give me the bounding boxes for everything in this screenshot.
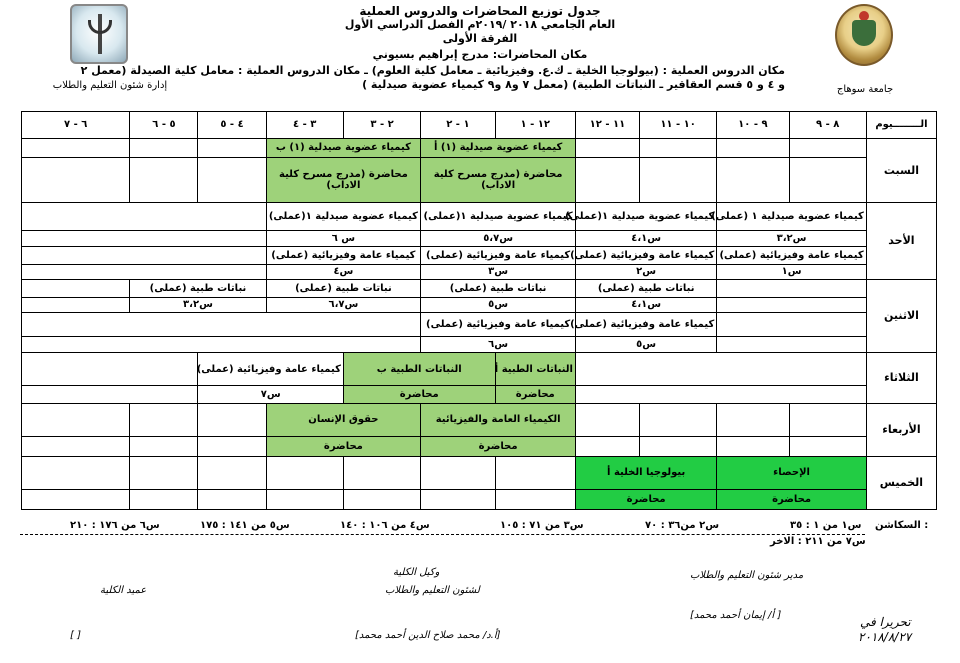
row-monday bbox=[22, 280, 937, 298]
wed-chemistry-type: محاضرة bbox=[421, 436, 576, 456]
vice-dean-title: وكيل الكلية bbox=[393, 567, 440, 578]
slot-header: ١١ - ١٢ bbox=[575, 112, 639, 139]
section-5: س٥ من ١٤١ : ١٧٥ bbox=[200, 520, 290, 531]
sun-organic-1: كيمياء عضوية صيدلية ١ (عملى) bbox=[717, 202, 867, 231]
tue-plants-b: النباتات الطبية ب bbox=[343, 352, 495, 385]
section-2: س٢ من٣٦ : ٧٠ bbox=[645, 520, 719, 531]
row-wednesday bbox=[22, 403, 937, 436]
sections-label: السكاشن : bbox=[875, 520, 929, 531]
sun-general-2: كيمياء عامة وفيزيائية (عملى) bbox=[575, 246, 716, 264]
day-tuesday: الثلاثاء bbox=[866, 352, 936, 403]
slot-header: ١ - ٢ bbox=[421, 112, 495, 139]
tue-plants-a: النباتات الطبية أ bbox=[495, 352, 575, 385]
slot-header: ٤ - ٥ bbox=[198, 112, 266, 139]
slot-header-row bbox=[22, 112, 937, 139]
written-label: تحريرا في bbox=[860, 615, 911, 629]
mon-plants-1: نباتات طبية (عملى) bbox=[575, 280, 716, 298]
tue-general-group: س٧ bbox=[198, 386, 343, 404]
thu-statistics: الإحصاء bbox=[717, 456, 867, 489]
dean-title: عميد الكلية bbox=[100, 585, 147, 596]
slot-header: ١٢ - ١ bbox=[495, 112, 575, 139]
wed-rights: حقوق الإنسان bbox=[266, 403, 421, 436]
mon-plants-3: نباتات طبية (عملى) bbox=[266, 280, 421, 298]
pharmacy-faculty-logo-icon bbox=[70, 4, 128, 64]
day-wednesday: الأربعاء bbox=[866, 403, 936, 456]
sun-organic-2: كيمياء عضوية صيدلية ١(عملى) bbox=[575, 202, 716, 231]
tue-plants-a-type: محاضرة bbox=[495, 386, 575, 404]
day-header: الــــــــيوم bbox=[866, 112, 936, 139]
day-sunday: الأحد bbox=[866, 202, 936, 279]
mon-general-2-group: س٦ bbox=[421, 337, 576, 352]
day-thursday: الخميس bbox=[866, 456, 936, 509]
section-1: س١ من ١ : ٣٥ bbox=[790, 520, 862, 531]
sohag-university-logo-icon bbox=[835, 4, 893, 66]
mon-plants-2-group: س٥ bbox=[421, 297, 576, 312]
sun-general-3: كيمياء عامة وفيزيائية (عملى) bbox=[421, 246, 576, 264]
title-level: الفرقة الأولى bbox=[442, 32, 518, 45]
section-7: س٧ من ٢١١ : الاخر bbox=[770, 536, 866, 547]
tue-plants-b-type: محاضرة bbox=[343, 386, 495, 404]
sat-lecture-a: محاضرة (مدرج مسرح كلية الاداب) bbox=[421, 158, 576, 202]
row-thursday bbox=[22, 456, 937, 489]
sun-organic-2-group: س٤،١ bbox=[575, 231, 716, 246]
sun-general-2-group: س٢ bbox=[575, 264, 716, 279]
tue-general: كيمياء عامة وفيزيائية (عملى) bbox=[198, 352, 343, 385]
sat-org-a: كيمياء عضوية صيدلية (١) أ bbox=[421, 138, 576, 158]
thu-cell-biology-type: محاضرة bbox=[575, 489, 716, 509]
row-saturday bbox=[22, 138, 937, 158]
schedule-table bbox=[21, 111, 937, 510]
slot-header: ٩ - ١٠ bbox=[717, 112, 789, 139]
sun-general-1: كيمياء عامة وفيزيائية (عملى) bbox=[717, 246, 867, 264]
slot-header: ٥ - ٦ bbox=[130, 112, 198, 139]
mon-plants-1-group: س٤،١ bbox=[575, 297, 716, 312]
row-tuesday bbox=[22, 352, 937, 385]
practical-place-line1: مكان الدروس العملية : (بيولوجيا الخلية ـ ك.ع. وفيزيائية ـ معامل كلية العلوم) ـ مكان الدروس العملية : معامل كلية الصيدلة (معمل ٢ bbox=[80, 64, 785, 77]
sun-general-1-group: س١ bbox=[717, 264, 867, 279]
sun-organic-3: كيمياء عضوية صيدلية ١(عملى) bbox=[421, 202, 576, 231]
admin-caption: إدارة شئون التعليم والطلاب bbox=[52, 80, 168, 91]
sun-general-4-group: س٤ bbox=[266, 264, 421, 279]
section-4: س٤ من ١٠٦ : ١٤٠ bbox=[340, 520, 430, 531]
sun-organic-4: كيمياء عضوية صيدلية ١(عملى) bbox=[266, 202, 421, 231]
dean-name: [ ] bbox=[70, 630, 81, 641]
wed-chemistry: الكيمياء العامة والفيزيائية bbox=[421, 403, 576, 436]
row-sunday bbox=[22, 202, 937, 231]
slot-header: ٣ - ٤ bbox=[266, 112, 343, 139]
practical-place-line2: و ٤ و ٥ قسم العقاقير ـ النباتات الطبية) (معمل ٧ و٨ و٩ كيمياء عضوية صيدلية ) bbox=[362, 78, 785, 91]
director-title: مدير شئون التعليم والطلاب bbox=[690, 570, 804, 581]
thu-cell-biology: بيولوجيا الخلية أ bbox=[575, 456, 716, 489]
sun-organic-3-group: س٥،٧ bbox=[421, 231, 576, 246]
mon-general-1-group: س٥ bbox=[575, 337, 716, 352]
thu-statistics-type: محاضرة bbox=[717, 489, 867, 509]
sun-organic-4-group: س ٦ bbox=[266, 231, 421, 246]
header bbox=[0, 0, 960, 108]
section-3: س٣ من ٧١ : ١٠٥ bbox=[500, 520, 584, 531]
mon-plants-3-group: س٦،٧ bbox=[266, 297, 421, 312]
sun-organic-1-group: س٣،٢ bbox=[717, 231, 867, 246]
sat-lecture-b: محاضرة (مدرج مسرح كلية الاداب) bbox=[266, 158, 421, 202]
written-date: ٢٠١٨/٨/٢٧ bbox=[858, 630, 912, 644]
vice-dean-name: [أ.د/ محمد صلاح الدين أحمد محمد] bbox=[355, 630, 501, 641]
university-caption: جامعة سوهاج bbox=[836, 84, 894, 95]
title-schedule: جدول توزيع المحاضرات والدروس العملية bbox=[359, 4, 601, 18]
director-name: [أ/ إيمان أحمد محمد ] bbox=[690, 610, 782, 621]
mon-general-1: كيمياء عامة وفيزيائية (عملى) bbox=[575, 313, 716, 337]
sun-general-3-group: س٣ bbox=[421, 264, 576, 279]
slot-header: ٨ - ٩ bbox=[789, 112, 866, 139]
sat-org-b: كيمياء عضوية صيدلية (١) ب bbox=[266, 138, 421, 158]
sun-general-4: كيمياء عامة وفيزيائية (عملى) bbox=[266, 246, 421, 264]
mon-plants-2: نباتات طبية (عملى) bbox=[421, 280, 576, 298]
day-monday: الاثنين bbox=[866, 280, 936, 353]
mon-plants-4-group: س٣،٢ bbox=[130, 297, 266, 312]
slot-header: ١٠ - ١١ bbox=[639, 112, 716, 139]
wed-rights-type: محاضرة bbox=[266, 436, 421, 456]
mon-plants-4: نباتات طبية (عملى) bbox=[130, 280, 266, 298]
vice-dean-subtitle: لشئون التعليم والطلاب bbox=[385, 585, 480, 596]
section-6: س٦ من ١٧٦ : ٢١٠ bbox=[70, 520, 160, 531]
mon-general-2: كيمياء عامة وفيزيائية (عملى) bbox=[421, 313, 576, 337]
day-saturday: السبت bbox=[866, 138, 936, 202]
footer-divider bbox=[20, 534, 865, 535]
slot-header: ٢ - ٣ bbox=[343, 112, 420, 139]
title-year: العام الجامعي ٢٠١٨ /٢٠١٩م الفصل الدراسي الأول bbox=[344, 18, 616, 31]
slot-header: ٦ - ٧ bbox=[22, 112, 130, 139]
lecture-place: مكان المحاضرات: مدرج إبراهيم بسيوني bbox=[372, 48, 588, 61]
